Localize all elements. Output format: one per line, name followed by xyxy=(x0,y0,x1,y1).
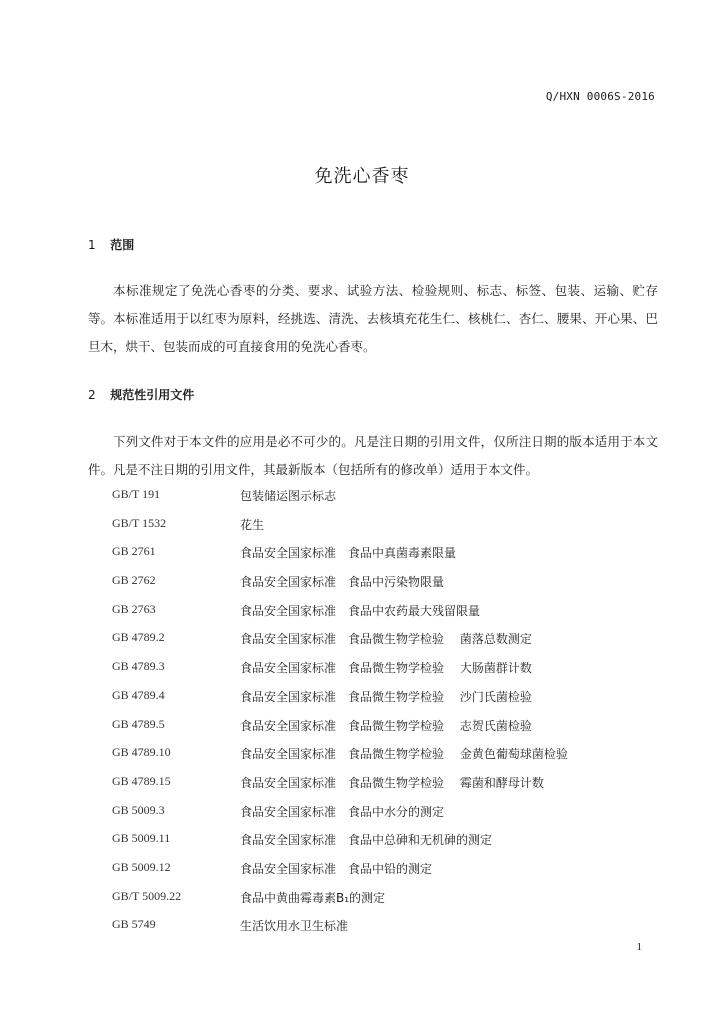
reference-row xyxy=(112,688,672,717)
reference-code: GB 4789.2 xyxy=(112,630,165,645)
section-2-number: 2 xyxy=(88,388,96,402)
reference-row xyxy=(112,803,672,832)
reference-code: GB 2761 xyxy=(112,544,156,559)
section-2-paragraph-1: 下列文件对于本文件的应用是必不可少的。凡是注日期的引用文件，仅所注日期的版本适用于本文件。凡是不注日期的引用文件，其最新版本（包括所有的修改单）适用于本文件。 xyxy=(88,434,658,477)
section-1-title: 范围 xyxy=(110,238,135,252)
reference-code: GB/T 1532 xyxy=(112,515,167,530)
reference-code: GB 4789.15 xyxy=(112,773,171,788)
reference-row xyxy=(112,602,672,631)
reference-title: 食品安全国家标准 食品微生物学检验 霉菌和酵母计数 xyxy=(240,775,544,790)
reference-code: GB 4789.4 xyxy=(112,687,165,702)
reference-row xyxy=(112,544,672,573)
reference-code: GB 4789.5 xyxy=(112,716,165,731)
reference-title: 食品安全国家标准 食品中污染物限量 xyxy=(240,575,445,590)
reference-row xyxy=(112,516,672,545)
reference-row xyxy=(112,860,672,889)
reference-list xyxy=(112,487,672,946)
section-1-paragraph-1: 本标准规定了免洗心香枣的分类、要求、试验方法、检验规则、标志、标签、包装、运输、贮存等。 xyxy=(88,283,658,326)
reference-row xyxy=(112,573,672,602)
reference-title: 食品安全国家标准 食品中真菌毒素限量 xyxy=(240,546,457,561)
reference-title: 食品安全国家标准 食品中水分的测定 xyxy=(240,804,445,819)
reference-title: 食品安全国家标准 食品中总砷和无机砷的测定 xyxy=(240,833,493,848)
section-2-title: 规范性引用文件 xyxy=(110,388,195,402)
document-title: 免洗心香枣 xyxy=(314,166,410,187)
reference-row xyxy=(112,659,672,688)
section-1-paragraph-2: 本标准适用于以红枣为原料，经挑选、清洗、去核填充花生仁、核桃仁、杏仁、腰果、开心果、巴旦木，烘干、包装而成的可直接食用的免洗心香枣。 xyxy=(88,311,658,354)
reference-title: 食品安全国家标准 食品中农药最大残留限量 xyxy=(240,603,481,618)
reference-code: GB 5009.12 xyxy=(112,859,171,874)
reference-row xyxy=(112,917,672,946)
page-number: 1 xyxy=(636,941,642,953)
reference-code: GB 5009.11 xyxy=(112,831,171,846)
section-1-heading xyxy=(88,236,134,253)
section-1-number: 1 xyxy=(88,238,96,252)
standard-code: Q/HXN 0006S-2016 xyxy=(545,90,655,103)
reference-code: GB 4789.10 xyxy=(112,745,171,760)
reference-row xyxy=(112,831,672,860)
reference-code: GB 2762 xyxy=(112,573,156,588)
reference-title: 食品安全国家标准 食品微生物学检验 金黄色葡萄球菌检验 xyxy=(240,747,568,762)
reference-row xyxy=(112,487,672,516)
reference-row xyxy=(112,889,672,918)
reference-code: GB 4789.3 xyxy=(112,659,165,674)
reference-code: GB 5009.3 xyxy=(112,802,165,817)
reference-title: 食品安全国家标准 食品中铅的测定 xyxy=(240,861,433,876)
reference-title: 食品中黄曲霉毒素B₁的测定 xyxy=(240,890,386,905)
reference-title: 花生 xyxy=(240,517,265,532)
reference-title: 食品安全国家标准 食品微生物学检验 大肠菌群计数 xyxy=(240,661,532,676)
reference-title: 食品安全国家标准 食品微生物学检验 菌落总数测定 xyxy=(240,632,532,647)
reference-code: GB 2763 xyxy=(112,601,156,616)
reference-row xyxy=(112,745,672,774)
reference-code: GB/T 5009.22 xyxy=(112,888,182,903)
reference-title: 食品安全国家标准 食品微生物学检验 沙门氏菌检验 xyxy=(240,689,532,704)
reference-code: GB 5749 xyxy=(112,917,156,932)
section-2-heading xyxy=(88,386,194,403)
reference-code: GB/T 191 xyxy=(112,487,161,501)
reference-row xyxy=(112,717,672,746)
reference-title: 包装储运图示标志 xyxy=(240,489,337,503)
reference-row xyxy=(112,630,672,659)
reference-title: 生活饮用水卫生标准 xyxy=(240,919,349,934)
reference-row xyxy=(112,774,672,803)
reference-title: 食品安全国家标准 食品微生物学检验 志贺氏菌检验 xyxy=(240,718,532,733)
